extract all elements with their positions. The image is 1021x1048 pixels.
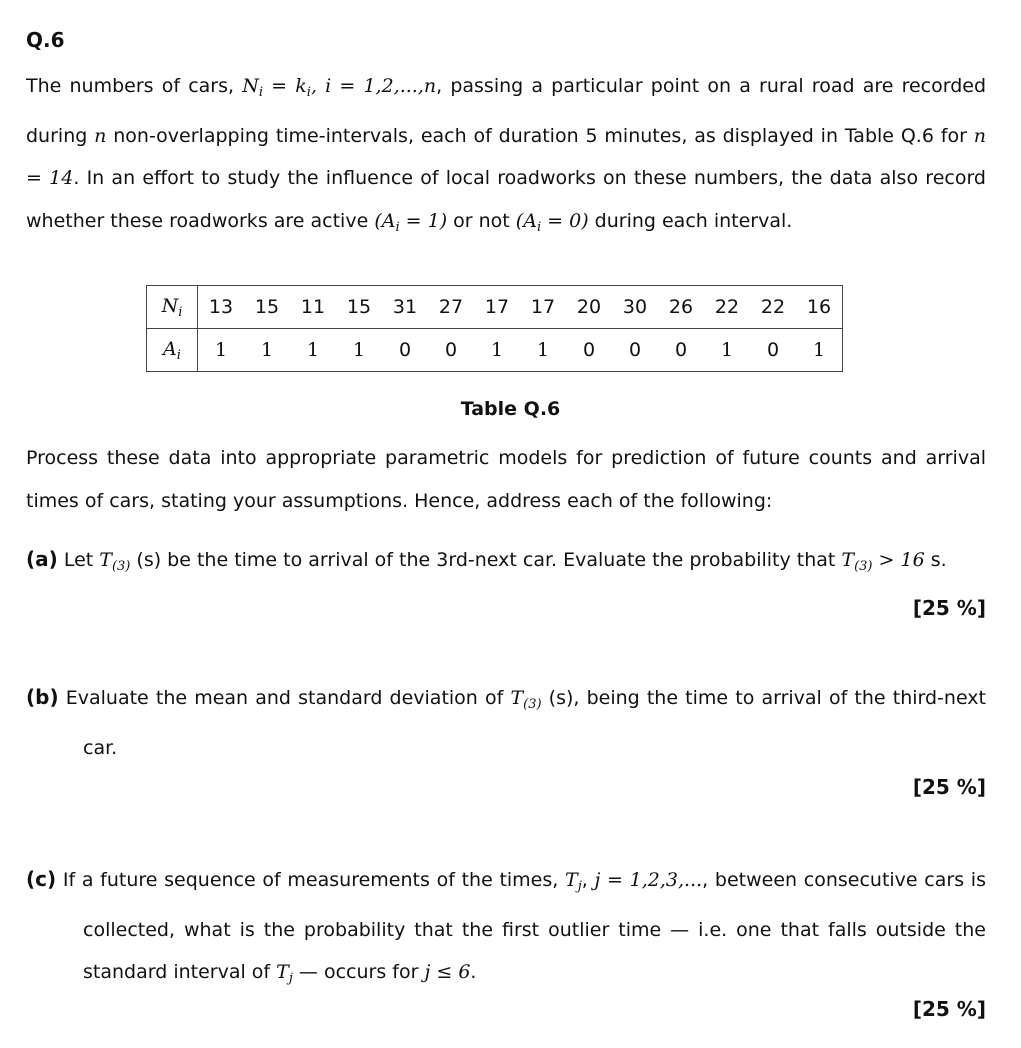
intro-paragraph [26, 65, 986, 249]
math-j-seq: j = 1,2,3,... [594, 869, 703, 891]
intro-text-6: during each interval. [588, 209, 793, 232]
intro-text-4: . In an effort to study the influence of local roadworks on these numbers, the data also record whether these roadworks are active [26, 167, 986, 232]
table-row-A [147, 329, 843, 372]
question-heading: Q.6 [26, 28, 65, 52]
math-Tj: $T_j$ [565, 869, 582, 894]
intro-text-2: , passing a particular point on a rural road are recorded during [26, 75, 987, 147]
table-cell: 0 [444, 339, 458, 361]
table-cell: 1 [214, 339, 228, 361]
table-cell: 22 [704, 286, 750, 329]
table-cell: 0 [582, 339, 596, 361]
part-b-label: (b) [26, 685, 59, 709]
intro-text-5: or not [447, 209, 516, 232]
row-label-N: $N_i$ [147, 286, 198, 329]
math-n: n [94, 124, 107, 147]
table-cell: 1 [260, 339, 274, 361]
part-c: (c) If a future sequence of measurements of the times, $T_j$, j = 1,2,3,..., between consecutive cars is collected, what is the probability that the first outlier time — i.e. one that falls outside the standard interval of $T_j$ — occurs for j ≤ 6. [26, 867, 986, 986]
table-cell: 1 [536, 339, 550, 361]
part-c-marks: [25 %] [912, 997, 986, 1021]
table-cell: 17 [474, 286, 520, 329]
table-cell: 17 [520, 286, 566, 329]
math-j-le-6: j ≤ 6 [424, 961, 471, 983]
math-T3-gt: $T_{(3)} > 16$ [841, 549, 925, 574]
math-n-14: n = 14 [26, 124, 986, 189]
math-T3: $T_{(3)}$ [99, 549, 131, 574]
part-c-label: (c) [26, 867, 57, 891]
data-table [146, 285, 843, 372]
table-cell: 1 [306, 339, 320, 361]
table-cell: 15 [244, 286, 290, 329]
table-cell: 31 [382, 286, 428, 329]
math-active: $(A_i = 1)$ [374, 209, 448, 235]
math-T3: $T_{(3)}$ [510, 687, 542, 712]
table-cell: 0 [766, 339, 780, 361]
table-row-N [147, 286, 843, 329]
table-cell: 1 [720, 339, 734, 361]
row-label-A: $A_i$ [147, 329, 198, 372]
table-cell: 1 [812, 339, 826, 361]
part-a-marks: [25 %] [912, 596, 986, 620]
table-cell: 22 [750, 286, 796, 329]
table-cell: 15 [336, 286, 382, 329]
table-cell: 0 [628, 339, 642, 361]
math-Ni-eq: $N_i = k_i$, i = 1,2,...,n [242, 75, 437, 100]
table-cell: 11 [290, 286, 336, 329]
math-not-active: $(A_i = 0)$ [515, 209, 589, 235]
part-b-marks: [25 %] [912, 775, 986, 799]
table-cell: 1 [352, 339, 366, 361]
part-b: (b) Evaluate the mean and standard deviation of $T_{(3)}$ (s), being the time to arrival of the third-next car. [26, 685, 987, 759]
table-cell: 0 [398, 339, 412, 361]
table-cell: 0 [674, 339, 688, 361]
process-paragraph: Process these data into appropriate parametric models for prediction of future counts and arrival times of cars, stating your assumptions. Hence, address each of the following: [26, 447, 986, 512]
table-cell: 13 [198, 286, 245, 329]
intro-text-1: The numbers of cars, [26, 75, 243, 97]
table-cell: 1 [490, 339, 504, 361]
part-a: (a) Let $T_{(3)}$ (s) be the time to arrival of the 3rd-next car. Evaluate the probability that $T_{(3)} > 16$ s. [26, 547, 947, 574]
table-cell: 26 [658, 286, 704, 329]
table-cell: 16 [796, 286, 843, 329]
table-cell: 30 [612, 286, 658, 329]
table-cell: 27 [428, 286, 474, 329]
intro-text-3: non-overlapping time-intervals, each of duration 5 minutes, as displayed in Table Q.6 for [106, 124, 974, 147]
table-cell: 20 [566, 286, 612, 329]
part-a-label: (a) [26, 547, 58, 571]
table-caption: Table Q.6 [460, 398, 561, 420]
math-Tj: $T_j$ [276, 961, 293, 986]
